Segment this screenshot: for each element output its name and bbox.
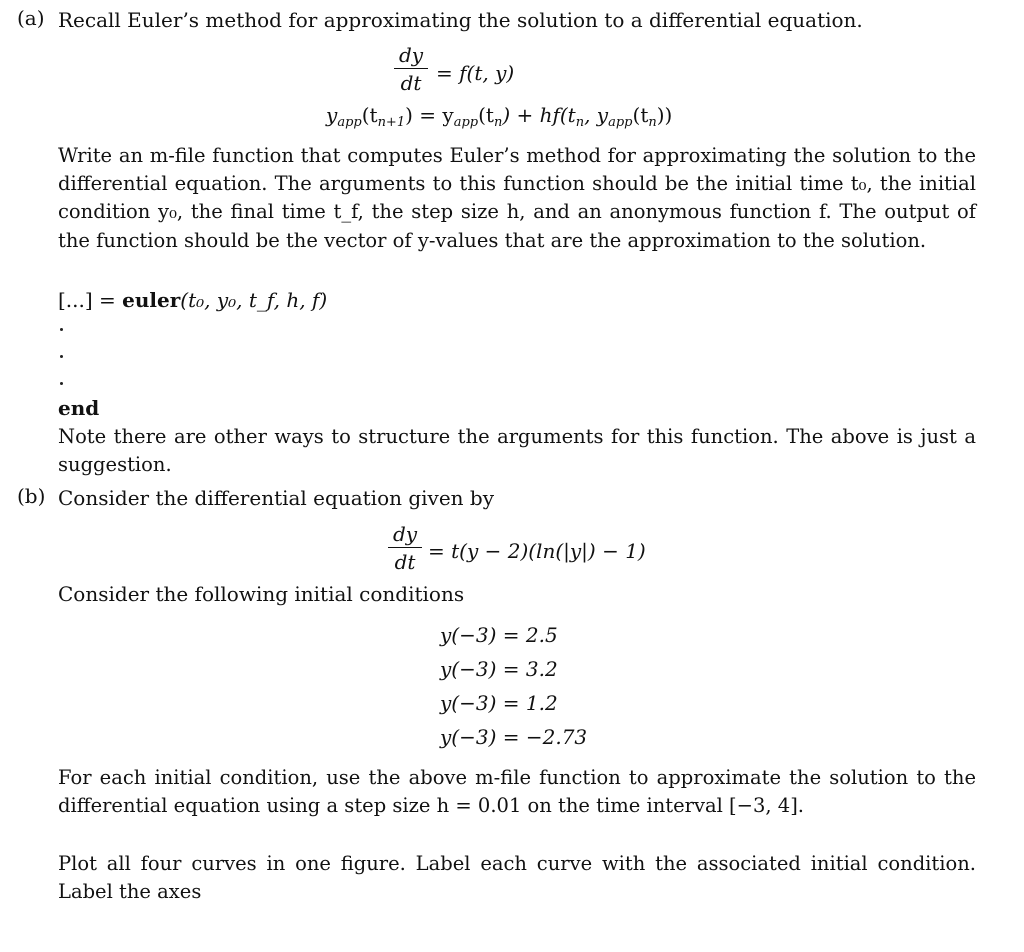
euler-sub-app-3: app [608, 115, 633, 130]
signature-args: (t₀, y₀, t_f, h, f) [180, 288, 328, 312]
part-a-intro: Recall Euler’s method for approximating the solution to a differential equation. [58, 8, 863, 32]
euler-formula [326, 103, 673, 130]
ode-a-denominator: dt [400, 71, 422, 95]
part-a-note: Note there are other ways to structure the arguments for this function. The above is just a suggestion. [58, 425, 976, 477]
euler-lhs: y [326, 103, 338, 127]
euler-close: )) [656, 103, 673, 127]
ode-b-fraction-bar [388, 547, 422, 548]
euler-paren-2: (t [478, 103, 494, 127]
euler-sub-n2: n [575, 115, 585, 130]
ode-b-fraction [388, 523, 422, 573]
signature-output: [...] = [58, 288, 123, 312]
part-b-instructions: For each initial condition, use the above m-file function to approximate the solution to the differential equation using a step size h = 0.01 on the time interval [−3, 4]. [58, 766, 976, 818]
initial-condition-1: y(−3) = 2.5 [440, 623, 558, 647]
euler-sub-n: n [493, 115, 503, 130]
part-a-label: (a) [17, 6, 45, 30]
initial-condition-4: y(−3) = −2.73 [440, 725, 588, 749]
euler-plus: ) + hf(t [502, 103, 576, 127]
ode-b-rhs: = t(y − 2)(ln(|y|) − 1) [428, 539, 646, 563]
initial-condition-3: y(−3) = 1.2 [440, 691, 558, 715]
ellipsis-dot-1 [60, 328, 63, 331]
part-b-plot-instructions: Plot all four curves in one figure. Label each curve with the associated initial condition. Label the axes [58, 852, 976, 904]
ellipsis-dot-3 [60, 382, 63, 385]
euler-comma: , y [584, 103, 609, 127]
euler-paren-1: (t [361, 103, 378, 127]
function-signature [58, 286, 327, 314]
euler-sub-n1: n+1 [377, 115, 406, 130]
euler-sub-app-2: app [453, 115, 479, 130]
ode-b-denominator: dt [394, 550, 416, 574]
end-keyword: end [58, 396, 100, 420]
ode-a-fraction [394, 44, 428, 94]
part-b-label: (b) [17, 484, 46, 508]
part-b-intro: Consider the differential equation given by [58, 486, 495, 510]
ellipsis-dot-2 [60, 355, 63, 358]
signature-name: euler [122, 288, 181, 312]
ic-intro: Consider the following initial conditions [58, 582, 465, 606]
euler-sub-n3: n [648, 115, 657, 130]
ode-a-numerator: dy [398, 43, 424, 67]
ode-b-numerator: dy [392, 522, 418, 546]
ode-a-fraction-bar [394, 68, 428, 69]
initial-condition-2: y(−3) = 3.2 [440, 657, 558, 681]
part-a-paragraph: Write an m-file function that computes Euler’s method for approximating the solution to the differential equation. The arguments to this function should be the initial time t₀, the initial condition y₀, the final time t_f, the step size h, and an anonymous function f. The output of the function should be the vector of y-values that are the approximation to the solution. [58, 144, 976, 252]
euler-sub-app-1: app [337, 115, 362, 130]
euler-paren-3: (t [632, 103, 649, 127]
euler-equals: ) = y [405, 103, 454, 127]
ode-a-rhs: = f(t, y) [436, 61, 515, 85]
